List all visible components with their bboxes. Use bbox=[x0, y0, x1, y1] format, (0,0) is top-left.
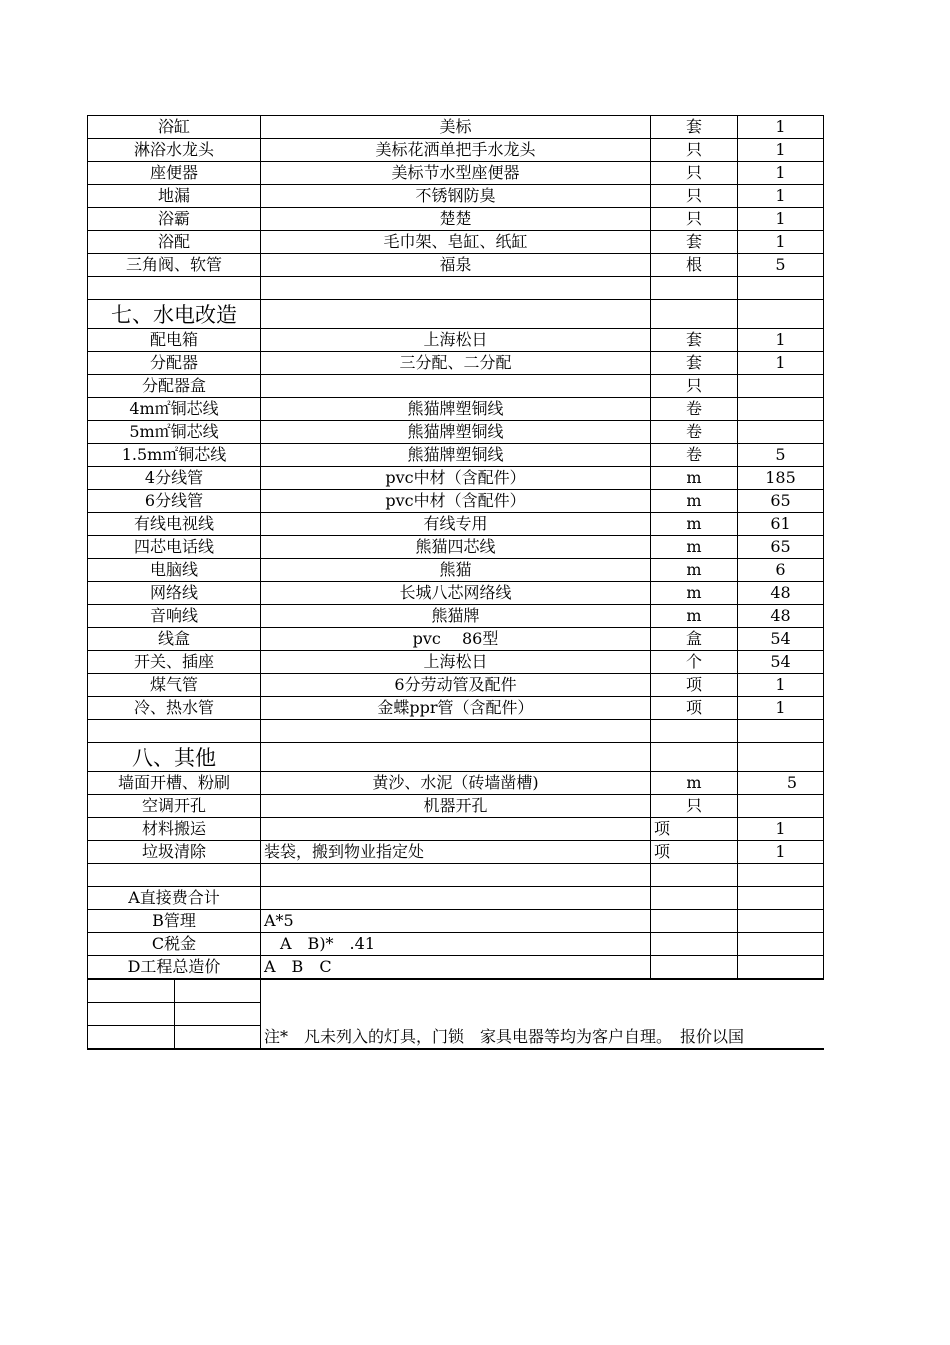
item-unit-cell: 只 bbox=[651, 185, 738, 208]
item-spec-cell: 熊猫牌 bbox=[261, 605, 651, 628]
section-title: 七、水电改造 bbox=[88, 300, 261, 329]
item-unit-cell: 只 bbox=[651, 208, 738, 231]
item-spec-cell: 上海松日 bbox=[261, 651, 651, 674]
blank-cell bbox=[261, 277, 651, 300]
table-row bbox=[88, 841, 824, 864]
blank-cell bbox=[88, 1026, 175, 1050]
item-unit-cell: 项 bbox=[651, 674, 738, 697]
item-name-cell: 5m㎡铜芯线 bbox=[88, 421, 261, 444]
item-spec-cell: 熊猫四芯线 bbox=[261, 536, 651, 559]
item-qty-cell: 1 bbox=[738, 697, 824, 720]
item-unit-cell: 卷 bbox=[651, 444, 738, 467]
blank-cell bbox=[175, 979, 261, 1003]
blank-cell bbox=[738, 864, 824, 887]
blank-cell bbox=[261, 864, 651, 887]
item-name-cell: 1.5m㎡铜芯线 bbox=[88, 444, 261, 467]
item-unit-cell: 只 bbox=[651, 375, 738, 398]
item-qty-cell bbox=[738, 421, 824, 444]
item-spec-cell bbox=[261, 818, 651, 841]
item-name-cell: 地漏 bbox=[88, 185, 261, 208]
item-spec-cell: 毛巾架、皂缸、纸缸 bbox=[261, 231, 651, 254]
item-spec-cell: 福泉 bbox=[261, 254, 651, 277]
table-row bbox=[88, 467, 824, 490]
table-row bbox=[88, 674, 824, 697]
total-row bbox=[88, 956, 824, 980]
item-spec-cell: 熊猫牌塑铜线 bbox=[261, 444, 651, 467]
table-row bbox=[88, 697, 824, 720]
item-qty-cell: 54 bbox=[738, 651, 824, 674]
item-name-cell: 垃圾清除 bbox=[88, 841, 261, 864]
item-qty-cell: 1 bbox=[738, 162, 824, 185]
item-qty-cell: 185 bbox=[738, 467, 824, 490]
item-qty-cell bbox=[738, 795, 824, 818]
table-row bbox=[88, 329, 824, 352]
item-qty-cell: 5 bbox=[738, 254, 824, 277]
blank-cell bbox=[88, 1003, 175, 1026]
item-unit-cell: 套 bbox=[651, 116, 738, 139]
section-title: 八、其他 bbox=[88, 743, 261, 772]
item-name-cell: 4分线管 bbox=[88, 467, 261, 490]
item-name-cell: 空调开孔 bbox=[88, 795, 261, 818]
table-row bbox=[88, 421, 824, 444]
table-row bbox=[88, 139, 824, 162]
item-qty-cell: 1 bbox=[738, 139, 824, 162]
blank-cell bbox=[738, 277, 824, 300]
table-row bbox=[88, 185, 824, 208]
item-name-cell: 四芯电话线 bbox=[88, 536, 261, 559]
item-name-cell: 线盒 bbox=[88, 628, 261, 651]
blank-cell bbox=[738, 933, 824, 956]
item-spec-cell: pvc中材（含配件） bbox=[261, 490, 651, 513]
table-row bbox=[88, 162, 824, 185]
total-name-cell: C税金 bbox=[88, 933, 261, 956]
blank-cell bbox=[738, 887, 824, 910]
table-row bbox=[88, 651, 824, 674]
item-qty-cell: 5 bbox=[738, 772, 824, 795]
item-qty-cell: 48 bbox=[738, 605, 824, 628]
item-unit-cell: m bbox=[651, 559, 738, 582]
item-spec-cell: 熊猫 bbox=[261, 559, 651, 582]
item-unit-cell: 套 bbox=[651, 329, 738, 352]
table-row bbox=[88, 513, 824, 536]
blank-cell bbox=[738, 720, 824, 743]
item-name-cell: 三角阀、软管 bbox=[88, 254, 261, 277]
table-row bbox=[88, 818, 824, 841]
item-unit-cell: 项 bbox=[651, 841, 738, 864]
blank-cell bbox=[261, 743, 651, 772]
blank-cell bbox=[651, 887, 738, 910]
total-row bbox=[88, 933, 824, 956]
item-unit-cell: 卷 bbox=[651, 398, 738, 421]
item-qty-cell: 6 bbox=[738, 559, 824, 582]
total-name-cell: A直接费合计 bbox=[88, 887, 261, 910]
item-name-cell: 开关、插座 bbox=[88, 651, 261, 674]
blank-cell bbox=[738, 956, 824, 980]
table-row bbox=[88, 444, 824, 467]
item-spec-cell: 美标节水型座便器 bbox=[261, 162, 651, 185]
quote-table bbox=[87, 115, 824, 1050]
item-qty-cell: 1 bbox=[738, 208, 824, 231]
item-spec-cell: 机器开孔 bbox=[261, 795, 651, 818]
item-name-cell: 材料搬运 bbox=[88, 818, 261, 841]
blank-cell bbox=[651, 956, 738, 980]
table-row bbox=[88, 254, 824, 277]
item-spec-cell: 楚楚 bbox=[261, 208, 651, 231]
table-row bbox=[88, 628, 824, 651]
total-formula-cell: A B C bbox=[261, 956, 651, 980]
item-name-cell: 配电箱 bbox=[88, 329, 261, 352]
footer-row bbox=[88, 979, 824, 1003]
item-name-cell: 浴霸 bbox=[88, 208, 261, 231]
blank-cell bbox=[651, 933, 738, 956]
blank-cell bbox=[651, 910, 738, 933]
table-row bbox=[88, 208, 824, 231]
item-qty-cell: 1 bbox=[738, 185, 824, 208]
blank-cell bbox=[175, 1026, 261, 1050]
item-name-cell: 墙面开槽、粉刷 bbox=[88, 772, 261, 795]
item-unit-cell: 盒 bbox=[651, 628, 738, 651]
item-unit-cell: 套 bbox=[651, 352, 738, 375]
item-name-cell: 浴配 bbox=[88, 231, 261, 254]
item-spec-cell: 装袋，搬到物业指定处 bbox=[261, 841, 651, 864]
item-unit-cell: m bbox=[651, 772, 738, 795]
blank-cell bbox=[651, 277, 738, 300]
item-qty-cell: 54 bbox=[738, 628, 824, 651]
blank-cell bbox=[651, 743, 738, 772]
item-qty-cell: 48 bbox=[738, 582, 824, 605]
blank-cell bbox=[88, 979, 175, 1003]
blank-row bbox=[88, 720, 824, 743]
table-row bbox=[88, 536, 824, 559]
item-unit-cell: 根 bbox=[651, 254, 738, 277]
item-spec-cell: 长城八芯网络线 bbox=[261, 582, 651, 605]
blank-cell bbox=[261, 720, 651, 743]
item-unit-cell: m bbox=[651, 582, 738, 605]
item-spec-cell: 熊猫牌塑铜线 bbox=[261, 398, 651, 421]
blank-cell bbox=[738, 910, 824, 933]
item-qty-cell: 1 bbox=[738, 841, 824, 864]
section-header-row bbox=[88, 300, 824, 329]
item-qty-cell: 61 bbox=[738, 513, 824, 536]
table-row bbox=[88, 605, 824, 628]
table-row bbox=[88, 490, 824, 513]
blank-cell bbox=[175, 1003, 261, 1026]
item-spec-cell: pvc 86型 bbox=[261, 628, 651, 651]
table-row bbox=[88, 231, 824, 254]
item-spec-cell: pvc中材（含配件） bbox=[261, 467, 651, 490]
item-name-cell: 4m㎡铜芯线 bbox=[88, 398, 261, 421]
total-name-cell: D工程总造价 bbox=[88, 956, 261, 980]
blank-cell bbox=[261, 300, 651, 329]
quote-table-body bbox=[88, 116, 824, 1050]
blank-cell bbox=[738, 300, 824, 329]
blank-row bbox=[88, 864, 824, 887]
item-name-cell: 座便器 bbox=[88, 162, 261, 185]
item-spec-cell: 三分配、二分配 bbox=[261, 352, 651, 375]
table-row bbox=[88, 582, 824, 605]
item-spec-cell: 金蝶ppr管（含配件） bbox=[261, 697, 651, 720]
item-qty-cell: 1 bbox=[738, 674, 824, 697]
item-unit-cell: 项 bbox=[651, 818, 738, 841]
item-unit-cell: 个 bbox=[651, 651, 738, 674]
item-unit-cell: m bbox=[651, 605, 738, 628]
table-row bbox=[88, 398, 824, 421]
blank-cell bbox=[738, 743, 824, 772]
item-name-cell: 分配器盒 bbox=[88, 375, 261, 398]
blank-row bbox=[88, 277, 824, 300]
blank-cell bbox=[88, 277, 261, 300]
item-name-cell: 分配器 bbox=[88, 352, 261, 375]
item-qty-cell: 1 bbox=[738, 116, 824, 139]
item-qty-cell: 1 bbox=[738, 352, 824, 375]
item-spec-cell: 黄沙、水泥（砖墙凿槽) bbox=[261, 772, 651, 795]
item-unit-cell: 项 bbox=[651, 697, 738, 720]
item-qty-cell: 1 bbox=[738, 329, 824, 352]
item-unit-cell: m bbox=[651, 513, 738, 536]
item-qty-cell bbox=[738, 375, 824, 398]
item-unit-cell: m bbox=[651, 490, 738, 513]
item-qty-cell: 1 bbox=[738, 818, 824, 841]
total-row bbox=[88, 910, 824, 933]
table-row bbox=[88, 375, 824, 398]
total-formula-cell: A B)* .41 bbox=[261, 933, 651, 956]
item-unit-cell: 只 bbox=[651, 795, 738, 818]
item-spec-cell: 6分劳动管及配件 bbox=[261, 674, 651, 697]
blank-cell bbox=[88, 864, 261, 887]
item-spec-cell: 有线专用 bbox=[261, 513, 651, 536]
item-qty-cell bbox=[738, 398, 824, 421]
item-spec-cell bbox=[261, 375, 651, 398]
item-unit-cell: 只 bbox=[651, 139, 738, 162]
item-qty-cell: 65 bbox=[738, 536, 824, 559]
total-formula-cell: A*5 bbox=[261, 910, 651, 933]
item-name-cell: 煤气管 bbox=[88, 674, 261, 697]
total-row bbox=[88, 887, 824, 910]
table-row bbox=[88, 772, 824, 795]
item-name-cell: 浴缸 bbox=[88, 116, 261, 139]
item-name-cell: 音响线 bbox=[88, 605, 261, 628]
item-name-cell: 电脑线 bbox=[88, 559, 261, 582]
item-qty-cell: 5 bbox=[738, 444, 824, 467]
item-unit-cell: 卷 bbox=[651, 421, 738, 444]
item-name-cell: 6分线管 bbox=[88, 490, 261, 513]
item-name-cell: 淋浴水龙头 bbox=[88, 139, 261, 162]
note-text: 注* 凡未列入的灯具，门锁 家具电器等均为客户自理。 报价以国 bbox=[261, 979, 824, 1049]
item-name-cell: 有线电视线 bbox=[88, 513, 261, 536]
item-spec-cell: 上海松日 bbox=[261, 329, 651, 352]
total-name-cell: B管理 bbox=[88, 910, 261, 933]
item-unit-cell: 只 bbox=[651, 162, 738, 185]
item-name-cell: 冷、热水管 bbox=[88, 697, 261, 720]
blank-cell bbox=[651, 864, 738, 887]
blank-cell bbox=[651, 720, 738, 743]
item-unit-cell: m bbox=[651, 536, 738, 559]
table-row bbox=[88, 352, 824, 375]
table-row bbox=[88, 795, 824, 818]
item-spec-cell: 美标 bbox=[261, 116, 651, 139]
table-row bbox=[88, 116, 824, 139]
item-qty-cell: 1 bbox=[738, 231, 824, 254]
item-spec-cell: 美标花洒单把手水龙头 bbox=[261, 139, 651, 162]
section-header-row bbox=[88, 743, 824, 772]
item-spec-cell: 不锈钢防臭 bbox=[261, 185, 651, 208]
blank-cell bbox=[651, 300, 738, 329]
item-spec-cell: 熊猫牌塑铜线 bbox=[261, 421, 651, 444]
item-qty-cell: 65 bbox=[738, 490, 824, 513]
blank-cell bbox=[88, 720, 261, 743]
table-row bbox=[88, 559, 824, 582]
item-unit-cell: m bbox=[651, 467, 738, 490]
item-name-cell: 网络线 bbox=[88, 582, 261, 605]
total-formula-cell bbox=[261, 887, 651, 910]
item-unit-cell: 套 bbox=[651, 231, 738, 254]
